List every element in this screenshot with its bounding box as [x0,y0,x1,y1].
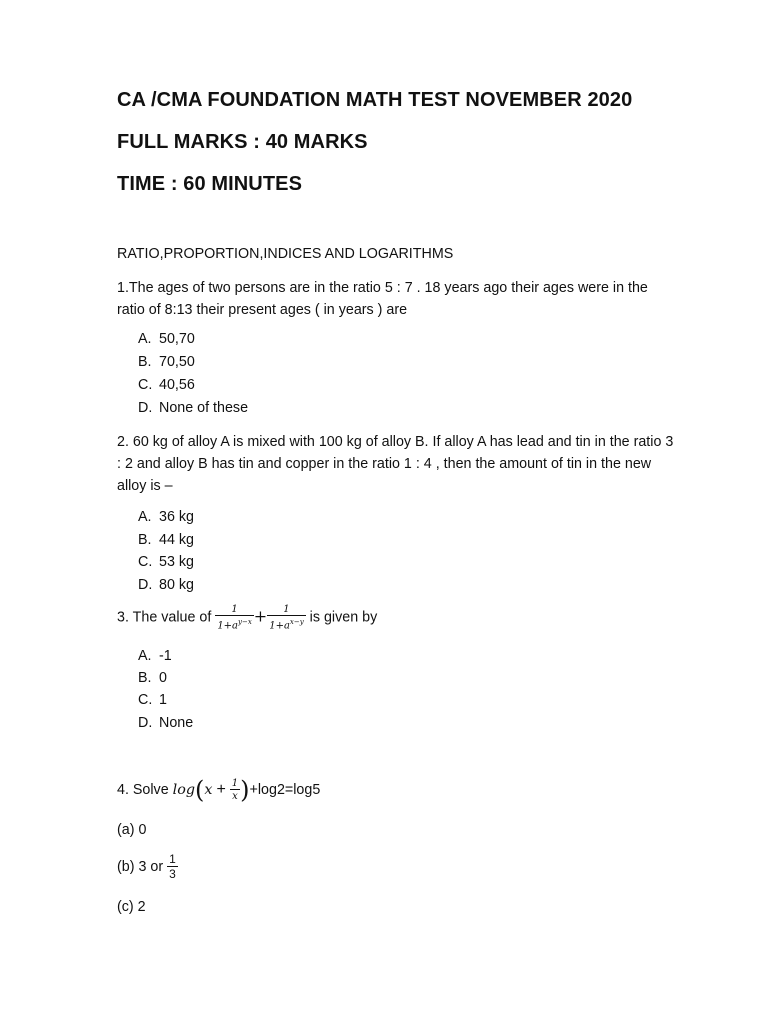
question-2-text: 2. 60 kg of alloy A is mixed with 100 kg of alloy B. If alloy A has lead and tin in the ratio 3 : 2 and alloy B has tin and copper in the ratio 1 : 4 , then the amount of tin in the new alloy is – [117,434,674,494]
question-1-option-d: D. None of these [138,400,249,416]
section-title: RATIO,PROPORTION,INDICES AND LOGARITHMS [117,246,454,262]
question-3-option-a: A. -1 [138,648,172,664]
fraction-2: $\frac{1}{1+a^{x-y}}$ [269,604,304,632]
question-4-option-b: (b) 3 or $\frac{1}{3}$ [117,852,176,881]
question-2-option-b: B. 44 kg [138,532,194,548]
test-title: CA /CMA FOUNDATION MATH TEST NOVEMBER 2020 [117,89,633,111]
question-2-option-c: C. 53 kg [138,554,194,570]
question-1-option-a: A. 50,70 [138,331,195,347]
question-3-option-b: B. 0 [138,670,167,686]
question-3-option-c: C. 1 [138,692,167,708]
question-2-option-d: D. 80 kg [138,577,194,593]
question-1-text: 1.The ages of two persons are in the ratio 5 : 7 . 18 years ago their ages were in the ratio of 8:13 their present ages ( in years ) are [117,280,648,318]
question-1-option-c: C. 40,56 [138,377,195,393]
question-4-option-c: (c) 2 [117,899,146,915]
question-1-option-b: B. 70,50 [138,354,195,370]
question-2-option-a: A. 36 kg [138,509,194,525]
time-limit: TIME : 60 MINUTES [117,173,303,195]
fraction-1-over-x: $\frac{1}{x}$ [231,778,239,802]
question-4-option-a: (a) 0 [117,822,147,838]
question-3-option-d: D. None [138,715,194,731]
fraction-1: $\frac{1}{1+a^{y-x}}$ [217,604,252,632]
question-3-text: 3. The value of $\frac{1}{1+a^{y-x}}$ + $\frac{1}{1+a^{x-y}}$ is given by [117,604,378,632]
question-4-text: 4. Solve log(x + $\frac{1}{x}$ )+log2=log5 [117,776,321,804]
full-marks: FULL MARKS : 40 MARKS [117,131,368,153]
